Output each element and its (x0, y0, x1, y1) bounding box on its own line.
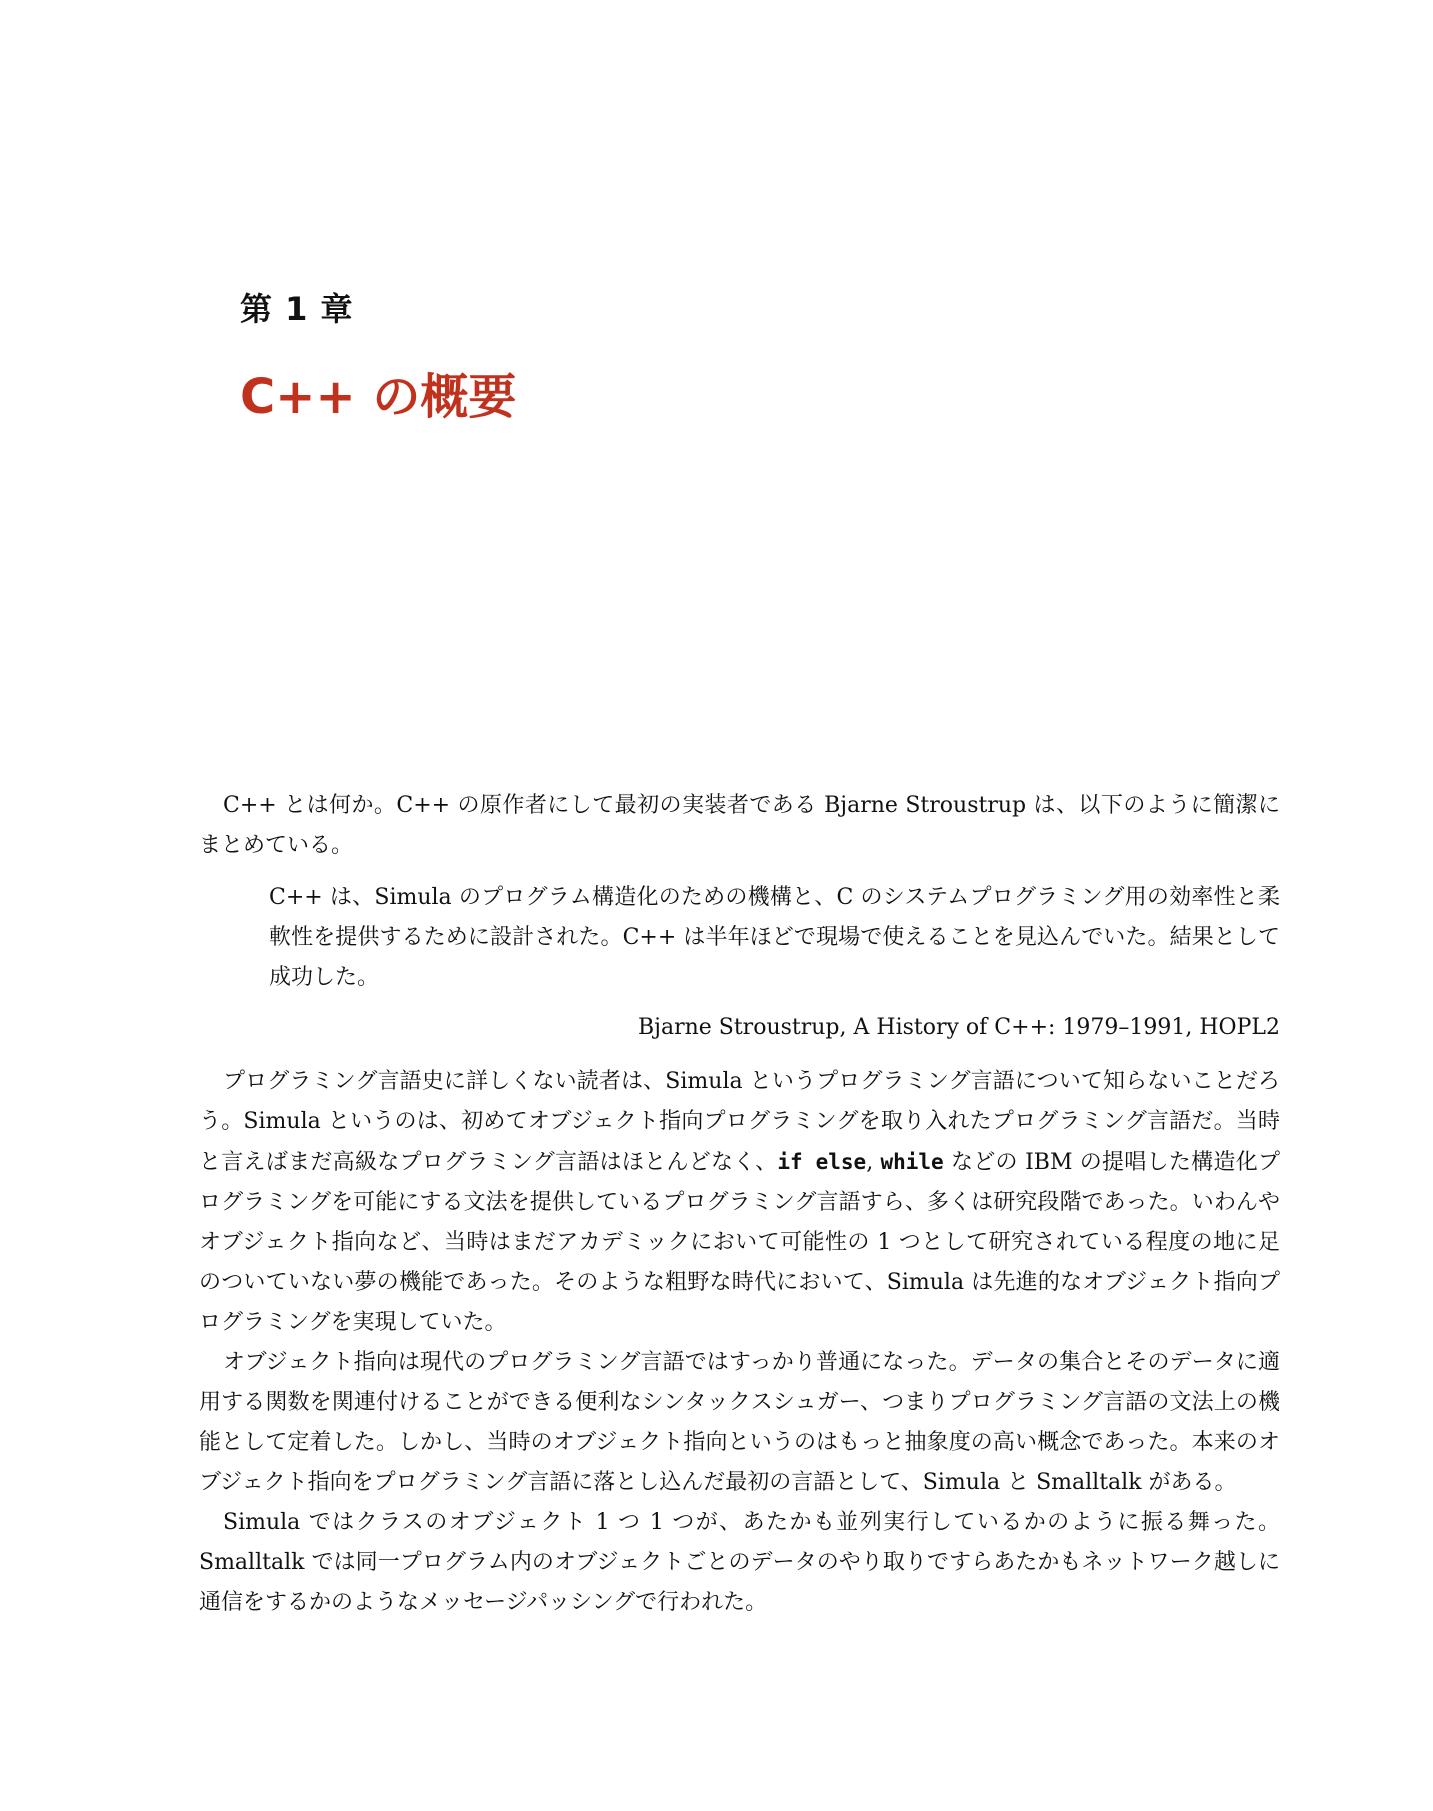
object-oriented-paragraph: オブジェクト指向は現代のプログラミング言語ではすっかり普通になった。データの集合とそのデータに適用する関数を関連付けることができる便利なシンタックスシュガー、つまりプログラミング言語の文法上の機能として定着した。しかし、当時のオブジェクト指向というのはもっと抽象度の高い概念であった。本来のオブジェクト指向をプログラミング言語に落とし込んだ最初の言語として、Simula と Smalltalk がある。 (199, 1350, 1281, 1495)
chapter-title: C++ の概要 (240, 369, 517, 425)
simula-paragraph-part-1: プログラミング言語史に詳しくない読者は、Simula というプログラミング言語について知らないことだろう。Simula というのは、初めてオブジェクト指向プログラミングを取り入れたプログラミング言語だ。当時と言えばまだ高級なプログラミング言語はほとんどなく、 (199, 1069, 1280, 1175)
message-passing-paragraph: Simula ではクラスのオブジェクト 1 つ 1 つが、あたかも並列実行しているかのように振る舞った。Smalltalk では同一プログラム内のオブジェクトごとのデータのやり取りですらあたかもネットワーク越しに通信をするかのようなメッセージパッシングで行われた。 (199, 1510, 1280, 1615)
chapter-number: 第 1 章 (240, 290, 354, 328)
code-if-else: if else (777, 1150, 867, 1174)
body-text (199, 786, 1280, 1623)
quote-attribution: Bjarne Stroustrup, A History of C++: 1979–1991, HOPL2 (637, 1015, 1280, 1040)
simula-paragraph (199, 1062, 1280, 1343)
block-quote: C++ は、Simula のプログラム構造化のための機構と、C のシステムプログラミング用の効率性と柔軟性を提供するために設計された。C++ は半年ほどで現場で使えることを見込んでいた。結果として成功した。 (269, 885, 1280, 990)
code-separator: , (866, 1150, 881, 1175)
intro-paragraph: C++ とは何か。C++ の原作者にして最初の実装者である Bjarne Stroustrup は、以下のように簡潔にまとめている。 (199, 793, 1280, 858)
simula-paragraph-part-2: などの IBM の提唱した構造化プログラミングを可能にする文法を提供しているプログラミング言語すら、多くは研究段階であった。いわんやオブジェクト指向など、当時はまだアカデミックにおいて可能性の 1 つとして研究されている程度の地に足のついていない夢の機能であった。そのような粗野な時代において、Simula は先進的なオブジェクト指向プログラミングを実現していた。 (199, 1150, 1280, 1335)
code-while: while (880, 1150, 944, 1174)
